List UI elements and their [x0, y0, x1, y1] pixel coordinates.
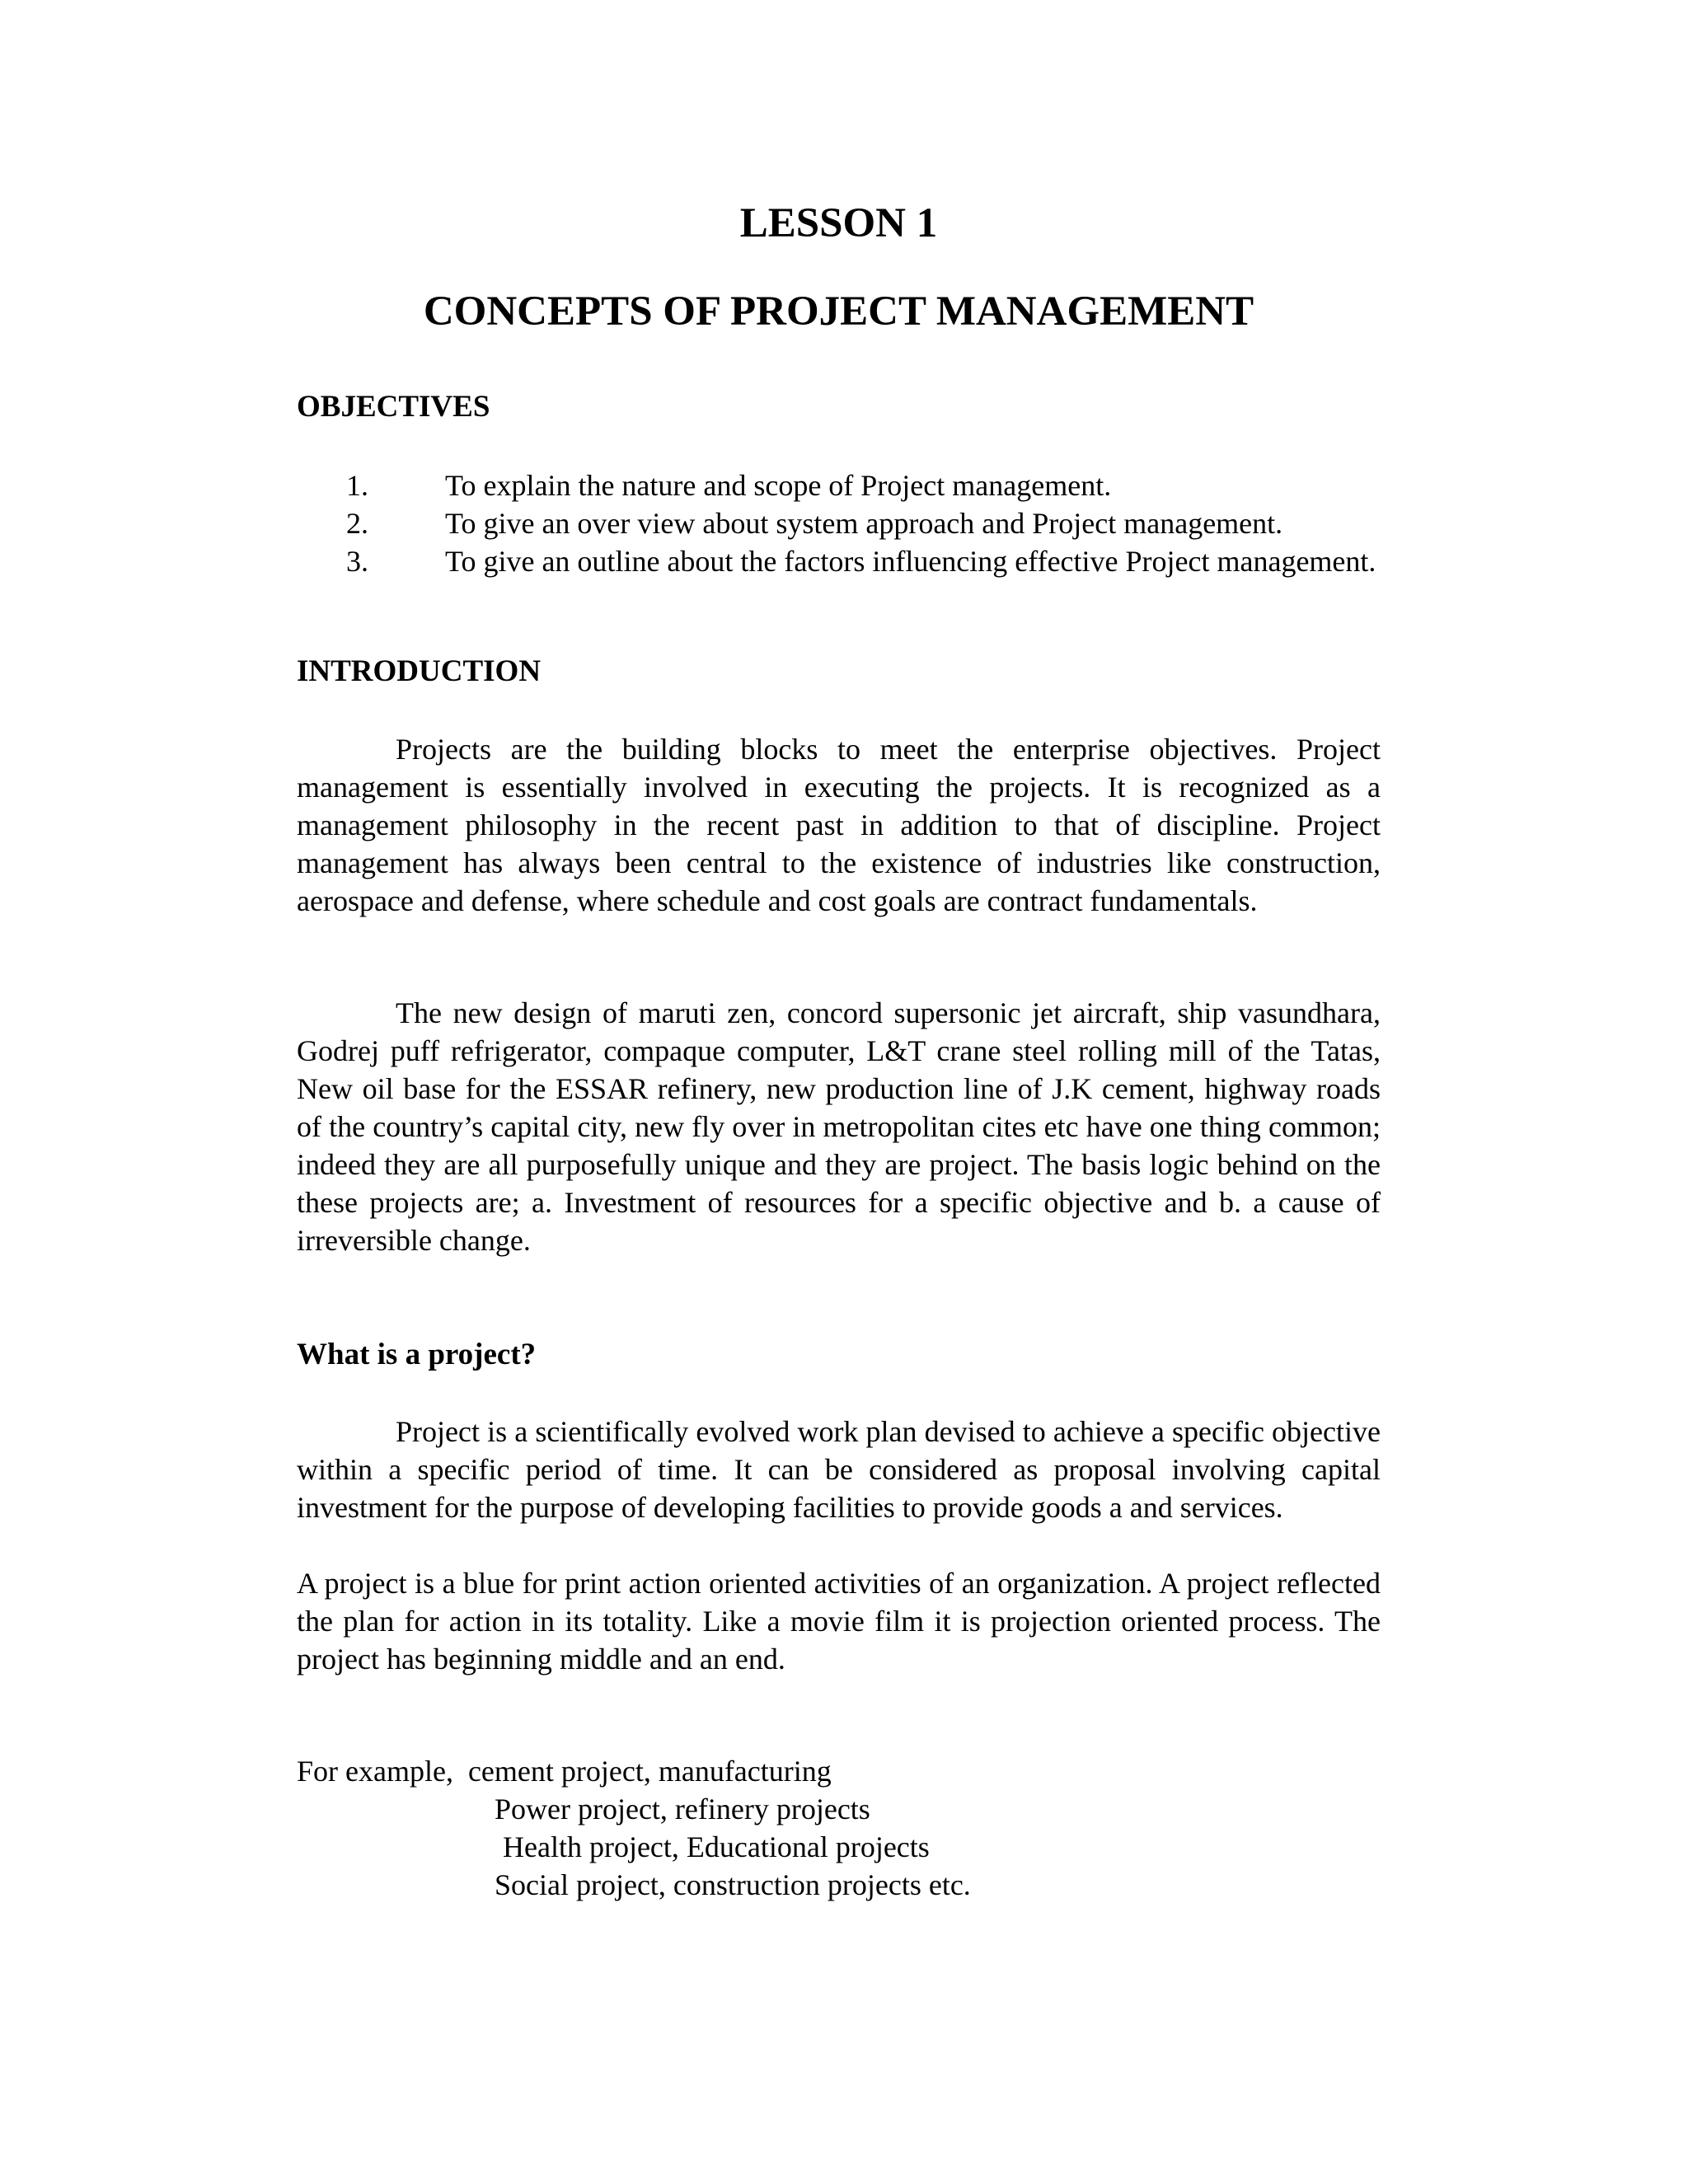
- objective-text: To explain the nature and scope of Project management.: [445, 469, 1112, 502]
- objectives-list: [297, 466, 1381, 580]
- example-line: Health project, Educational projects: [503, 1830, 930, 1863]
- project-blueprint-paragraph: A project is a blue for print action oriented activities of an organization. A project reflected the plan for action in its totality. Like a movie film it is projection oriented process. The project has beginning middle and an end.: [297, 1567, 1381, 1675]
- what-is-project-heading: What is a project?: [297, 1338, 537, 1371]
- introduction-heading: INTRODUCTION: [297, 654, 542, 688]
- example-line: Social project, construction projects etc.: [495, 1868, 971, 1901]
- objective-text: To give an over view about system approach and Project management.: [445, 507, 1283, 540]
- objective-item: [297, 542, 1381, 580]
- examples-block: [297, 1752, 1381, 1904]
- project-definition-paragraph: Project is a scientifically evolved work plan devised to achieve a specific objective within a specific period of time. It can be considered as proposal involving capital investment for the purpose of developing facilities to provide goods a and services.: [297, 1415, 1381, 1524]
- example-line: Power project, refinery projects: [495, 1793, 870, 1825]
- document-page: [297, 0, 1381, 2184]
- lesson-number: LESSON 1: [739, 200, 938, 246]
- example-line: For example, cement project, manufacturing: [297, 1755, 832, 1788]
- objective-item: [297, 466, 1381, 504]
- lesson-title: CONCEPTS OF PROJECT MANAGEMENT: [423, 288, 1254, 335]
- objective-number: 3.: [346, 545, 368, 578]
- objective-number: 1.: [346, 469, 368, 502]
- objective-item: [297, 504, 1381, 542]
- introduction-paragraph-1: Projects are the building blocks to meet the enterprise objectives. Project management is essentially involved in executing the projects. It is recognized as a management philosophy in the recent past in addition to that of discipline. Project management has always been central to the existence of industries like construction, aerospace and defense, where schedule and cost goals are contract fundamentals.: [297, 733, 1381, 917]
- objective-text: To give an outline about the factors influencing effective Project management.: [445, 545, 1376, 578]
- objective-number: 2.: [346, 507, 368, 540]
- introduction-paragraph-2: The new design of maruti zen, concord supersonic jet aircraft, ship vasundhara, Godrej puff refrigerator, compaque computer, L&T crane steel rolling mill of the Tatas, New oil base for the ESSAR refinery, new production line of J.K cement, highway roads of the country’s capital city, new fly over in metropolitan cites etc have one thing common; indeed they are all purposefully unique and they are project. The basis logic behind on the these projects are; a. Investment of resources for a specific objective and b. a cause of irreversible change.: [297, 996, 1381, 1257]
- objectives-heading: OBJECTIVES: [297, 390, 490, 424]
